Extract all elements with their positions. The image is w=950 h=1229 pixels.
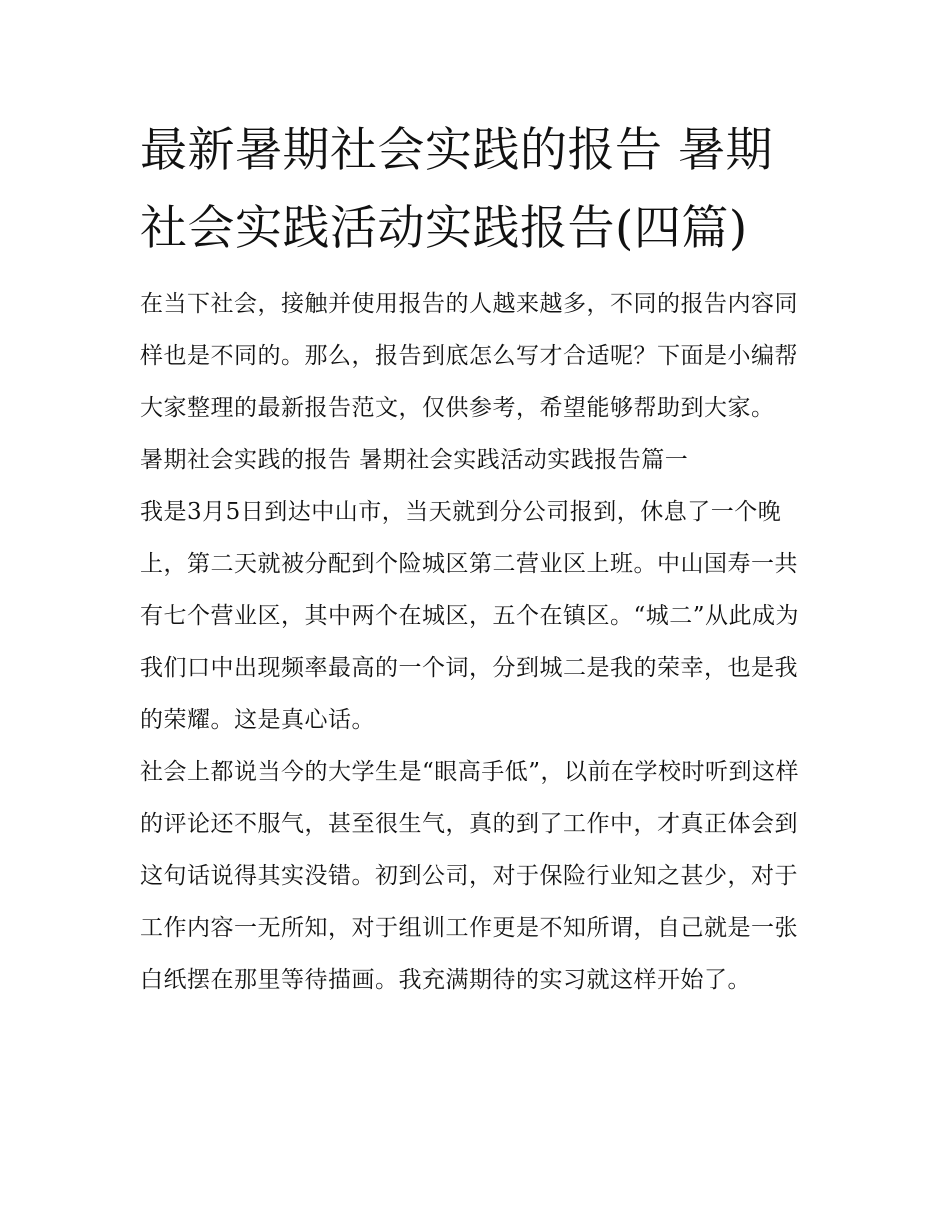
- section-heading: 暑期社会实践的报告 暑期社会实践活动实践报告篇一: [140, 447, 689, 473]
- document-page: [140, 112, 820, 1006]
- document-title: 最新暑期社会实践的报告 暑期社会实践活动实践报告(四篇): [140, 123, 773, 256]
- body-paragraph: 我是3月5日到达中山市，当天就到分公司报到，休息了一个晚上，第二天就被分配到个险城区第二营业区上班。中山国寿一共有七个营业区，其中两个在城区，五个在镇区。“城二”从此成为我们口中出现频率最高的一个词，分到城二是我的荣幸，也是我的荣耀。这是真心话。: [140, 499, 800, 733]
- body-paragraph: 社会上都说当今的大学生是“眼高手低”，以前在学校时听到这样的评论还不服气，甚至很生气，真的到了工作中，才真正体会到这句话说得其实没错。初到公司，对于保险行业知之甚少，对于工作内容一无所知，对于组训工作更是不知所谓，自己就是一张白纸摆在那里等待描画。我充满期待的实习就这样开始了。: [140, 759, 800, 993]
- intro-paragraph: 在当下社会，接触并使用报告的人越来越多，不同的报告内容同样也是不同的。那么，报告到底怎么写才合适呢？下面是小编帮大家整理的最新报告范文，仅供参考，希望能够帮助到大家。: [140, 291, 798, 421]
